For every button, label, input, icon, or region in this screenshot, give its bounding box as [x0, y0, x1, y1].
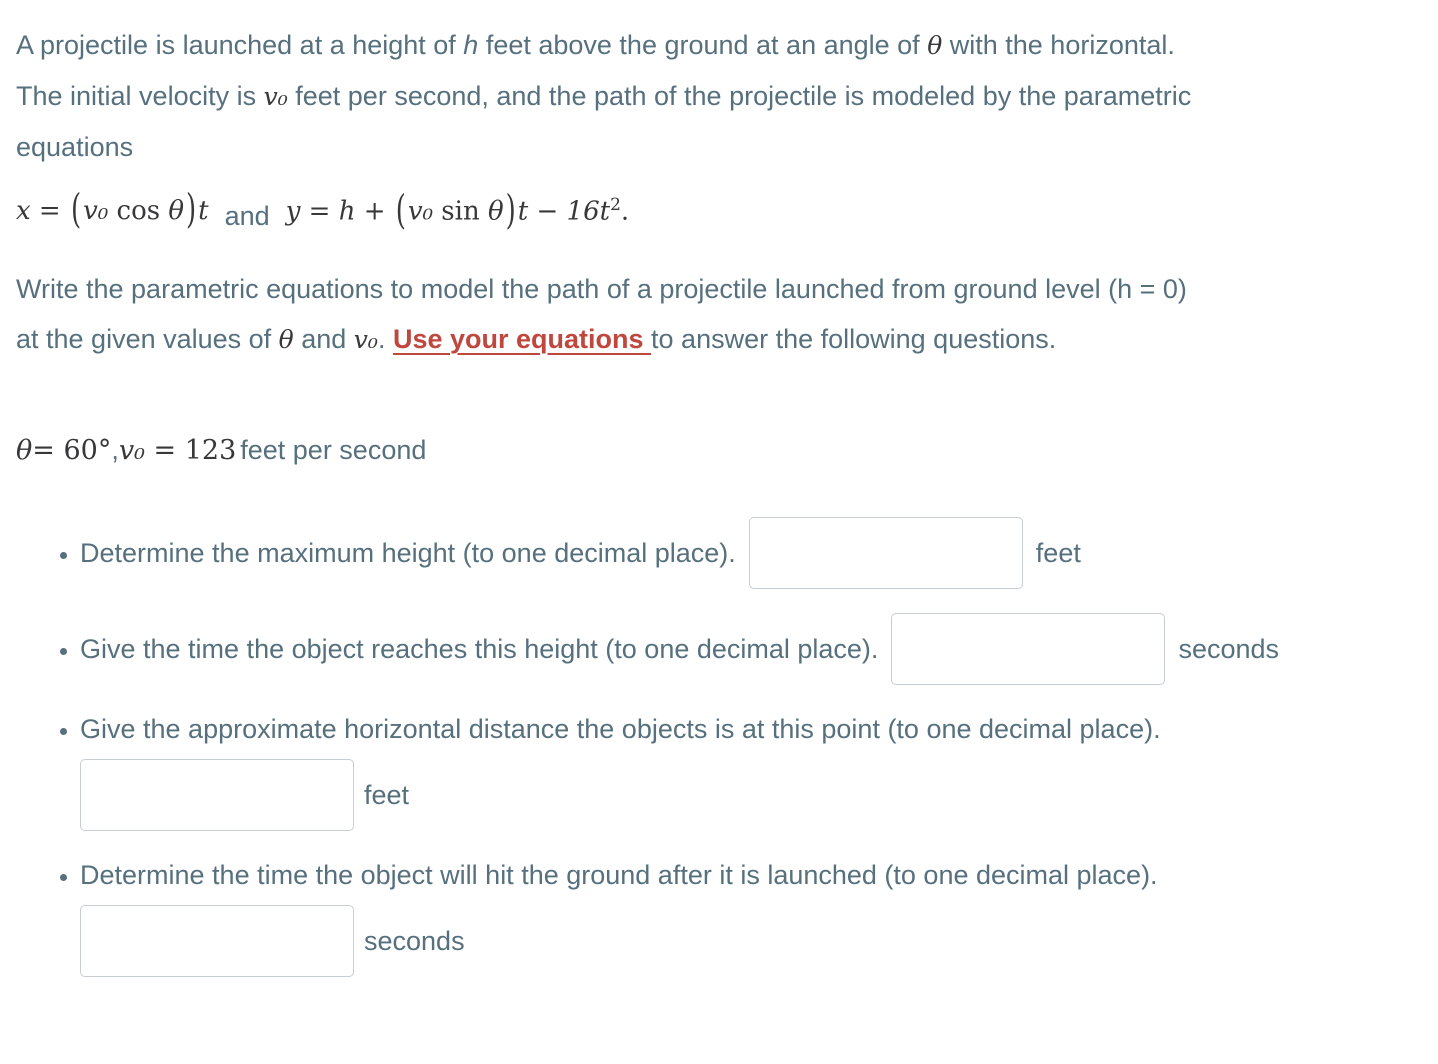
intro-text: equations: [16, 132, 134, 162]
intro-paragraph: [16, 20, 1422, 172]
question-label: • Give the approximate horizontal distance the objects is at this point (to one decimal place).: [80, 714, 1161, 744]
given-values-line: [16, 429, 1422, 471]
math-theta-image: θ: [278, 325, 294, 354]
answer-input-horizontal-distance[interactable]: [80, 759, 354, 831]
math-theta-value-image: θ= 60°: [16, 434, 112, 466]
task-text: to answer the following questions.: [651, 324, 1057, 354]
answer-input-max-height[interactable]: [749, 517, 1023, 589]
unit-label-feet: feet: [364, 779, 410, 810]
equation-connector: and: [224, 200, 270, 231]
intro-text: The initial velocity is: [16, 81, 264, 111]
question-item-time-at-height: [80, 613, 1422, 685]
answer-input-time-to-ground[interactable]: [80, 905, 354, 977]
use-your-equations-emphasis: Use your equations: [392, 324, 652, 354]
equation-line: [16, 180, 1422, 242]
right-paren: ): [505, 187, 516, 235]
left-paren: (: [70, 186, 82, 234]
intro-text: feet per second, and the path of the projectile is modeled by the parametric: [287, 81, 1192, 111]
answer-input-time-at-height[interactable]: [891, 613, 1165, 685]
question-item-time-to-ground: [80, 855, 1422, 977]
var-h: h: [463, 30, 479, 60]
task-text: and: [293, 324, 354, 354]
task-text: .: [377, 324, 393, 354]
intro-line-1: [16, 20, 1422, 71]
equation-y-image: y = h + (v₀ $\sin \theta)t - 16t^2$.: [285, 187, 630, 235]
math-v0-image: v₀: [353, 325, 378, 354]
task-text: Write the parametric equations to model the path of a projectile launched from ground level (h = 0): [16, 274, 1187, 304]
task-paragraph: [16, 264, 1422, 365]
given-comma: ,: [111, 434, 119, 465]
questions-list: [16, 517, 1422, 977]
task-text: at the given values of: [16, 324, 279, 354]
question-label: • Determine the time the object will hit the ground after it is launched (to one decimal place).: [80, 860, 1158, 890]
question-label: • Give the time the object reaches this height (to one decimal place).: [80, 634, 879, 664]
right-paren: ): [186, 186, 197, 234]
intro-line-2: [16, 71, 1422, 122]
intro-text: with the horizontal.: [942, 30, 1175, 60]
unit-label-seconds: seconds: [1178, 633, 1280, 664]
math-v0-image: v₀: [263, 82, 288, 111]
question-item-horizontal-distance: [80, 709, 1422, 831]
unit-label-seconds: seconds: [364, 925, 465, 956]
task-line-2: [16, 314, 1422, 365]
left-paren: (: [395, 187, 406, 235]
exponent: 2: [610, 195, 621, 216]
equation-x-image: x = (v₀ cos θ)t: [16, 186, 209, 234]
math-v0-value-image: v₀ = 123: [118, 434, 237, 466]
unit-label-feet: feet: [1035, 537, 1081, 568]
intro-line-3: [16, 122, 1422, 172]
intro-text: A projectile is launched at a height of: [16, 30, 464, 60]
math-theta-image: θ: [927, 31, 943, 60]
given-units-text: feet per second: [240, 434, 427, 465]
task-line-1: [16, 264, 1422, 314]
question-item-max-height: [80, 517, 1422, 589]
question-label: • Determine the maximum height (to one decimal place).: [80, 538, 736, 568]
intro-text: feet above the ground at an angle of: [478, 30, 928, 60]
